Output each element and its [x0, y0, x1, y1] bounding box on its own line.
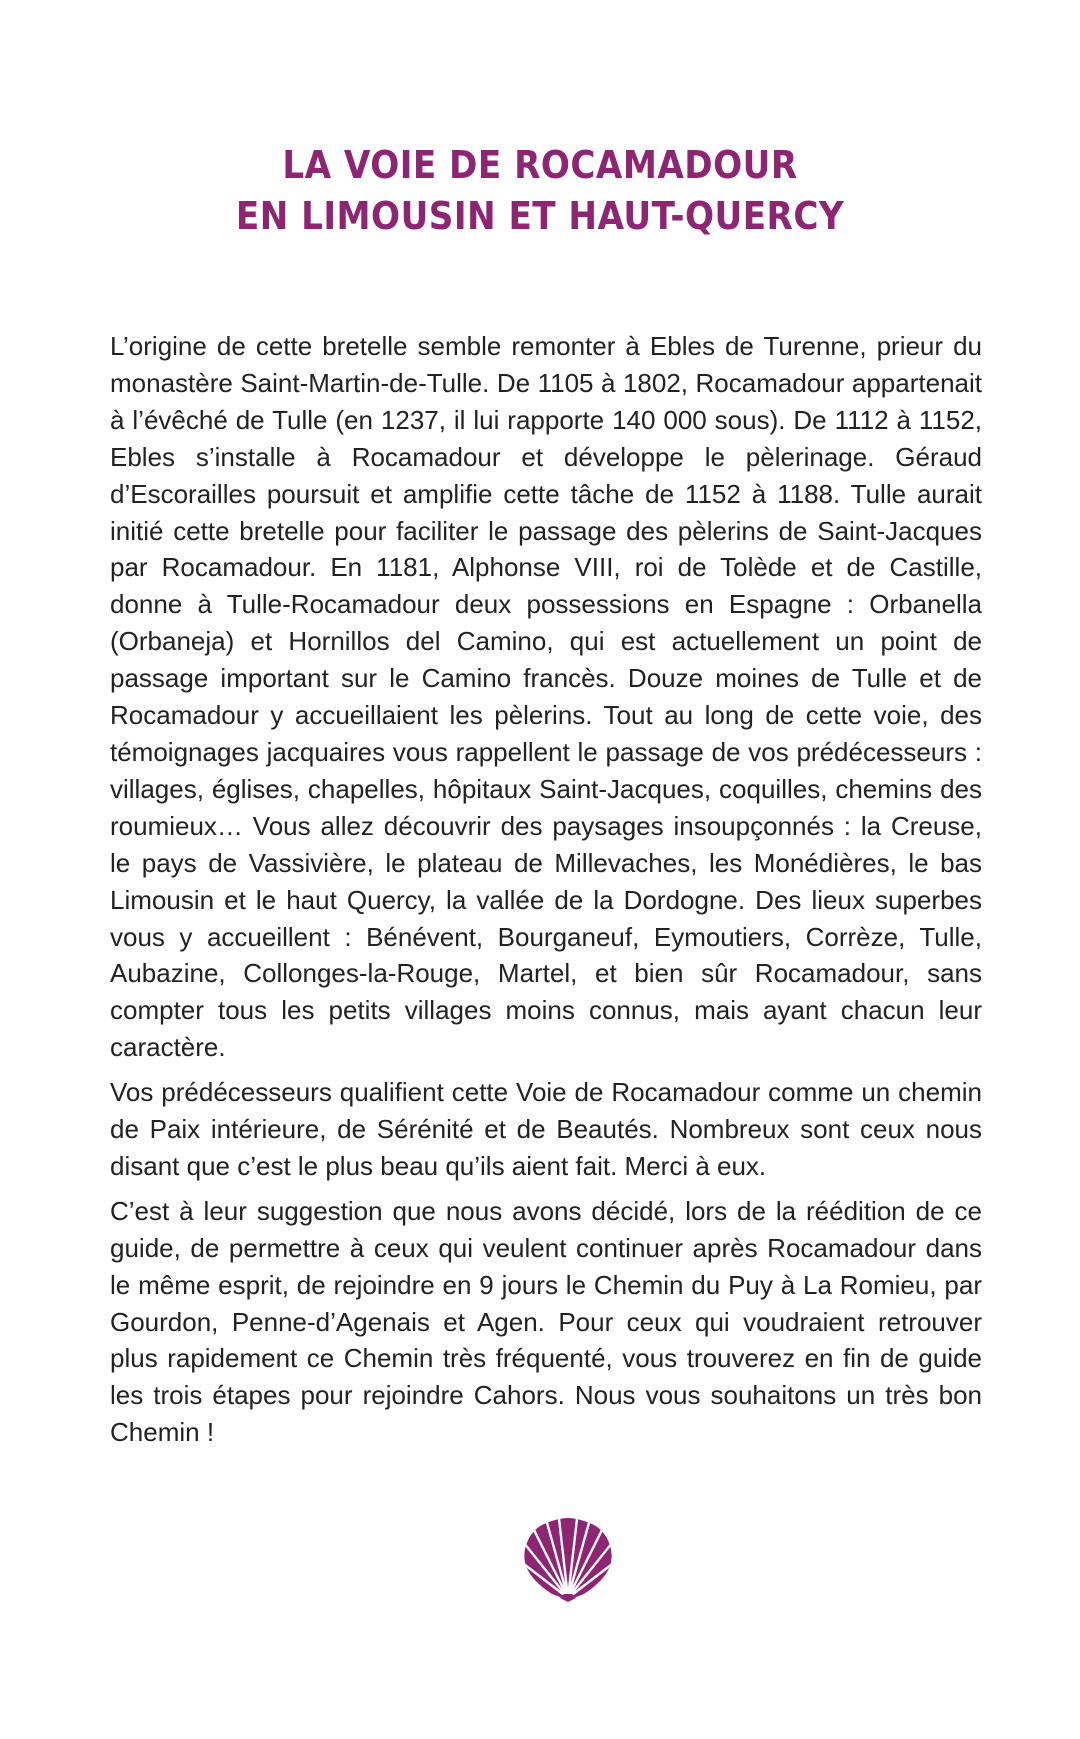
body-text [110, 328, 982, 1459]
title-line-1: LA VOIE DE ROCAMADOUR [282, 143, 798, 187]
paragraph-history: L’origine de cette bretelle semble remonter à Ebles de Turenne, prieur du monastère Saint-Martin-de-Tulle. De 1105 à 1802, Rocamadour appartenait à l’évêché de Tulle (en 1237, il lui rapporte 140 000 sous). De 1112 à 1152, Ebles s’installe à Rocamadour et développe le pèlerinage. Géraud d’Escorailles poursuit et amplifie cette tâche de 1152 à 1188. Tulle aurait initié cette bretelle pour faciliter le passage des pèlerins de Saint-Jacques par Rocamadour. En 1181, Alphonse VIII, roi de Tolède et de Castille, donne à Tulle-Rocamadour deux possessions en Espagne : Orbanella (Orbaneja) et Hornillos del Camino, qui est actuellement un point de passage important sur le Camino francès. Douze moines de Tulle et de Rocamadour y accueillaient les pèlerins. Tout au long de cette voie, des témoignages jacquaires vous rappellent le passage de vos prédécesseurs : villages, églises, chapelles, hôpitaux Saint-Jacques, coquilles, chemins des roumieux… Vous allez découvrir des paysages insoupçonnés : la Creuse, le pays de Vassivière, le plateau de Millevaches, les Monédières, le bas Limousin et le haut Quercy, la vallée de la Dordogne. Des lieux superbes vous y accueillent : Bénévent, Bourganeuf, Eymoutiers, Corrèze, Tulle, Aubazine, Collonges-la-Rouge, Martel, et bien sûr Rocamadour, sans compter tous les petits villages moins connus, mais ayant chacun leur caractère. [110, 331, 982, 1063]
title-line-2: EN LIMOUSIN ET HAUT-QUERCY [235, 194, 845, 238]
scallop-shell-icon [522, 1518, 614, 1602]
page-title [54, 140, 1026, 242]
paragraph-extension: C’est à leur suggestion que nous avons décidé, lors de la réédition de ce guide, de permettre à ceux qui veulent continuer après Rocamadour dans le même esprit, de rejoindre en 9 jours le Chemin du Puy à La Romieu, par Gourdon, Penne-d’Agenais et Agen. Pour ceux qui voudraient retrouver plus rapidement ce Chemin très fréquenté, vous trouverez en fin de guide les trois étapes pour rejoindre Cahors. Nous vous souhaitons un très bon Chemin ! [110, 1195, 982, 1448]
paragraph-testimonials: Vos prédécesseurs qualifient cette Voie de Rocamadour comme un chemin de Paix intérieure, de Sérénité et de Beautés. Nombreux sont ceux nous disant que c’est le plus beau qu’ils aient fait. Merci à eux. [110, 1077, 982, 1181]
